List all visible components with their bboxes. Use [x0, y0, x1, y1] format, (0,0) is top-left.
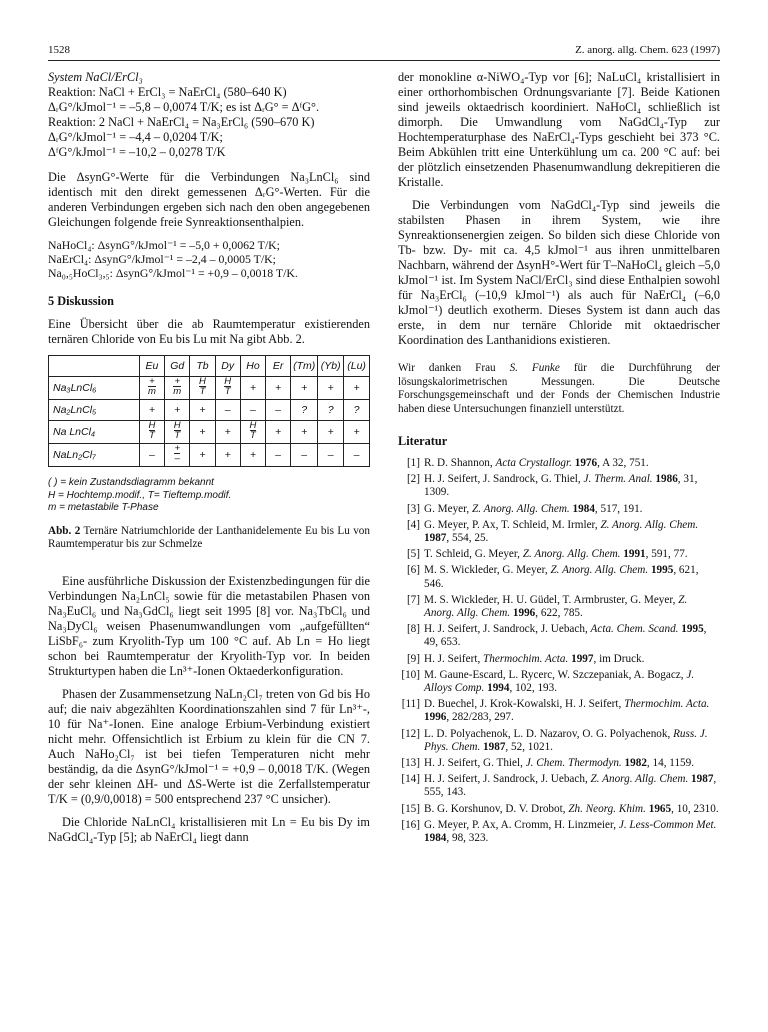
- reference-year: 1984: [424, 832, 447, 845]
- table-cell: $\frac{H}{T}$: [139, 421, 164, 444]
- reference-journal: J. Therm. Anal.: [583, 473, 653, 486]
- reference-journal: Acta. Chem. Scand.: [590, 623, 679, 636]
- table-cell: –: [266, 444, 291, 467]
- reference-journal: J. Chem. Thermodyn.: [525, 757, 622, 770]
- table-cell: –: [344, 444, 370, 467]
- table-header-row: [49, 356, 370, 377]
- reference-details: , im Druck.: [593, 652, 645, 665]
- table-cell: +: [266, 377, 291, 400]
- reference-number: [1]: [406, 457, 420, 469]
- reference-authors: L. D. Polyachenok, L. D. Nazarov, O. G. Polyachenok,: [424, 727, 674, 740]
- reference-number: [3]: [406, 502, 420, 515]
- reference-year: 1987: [424, 532, 447, 545]
- table-cell: +: [291, 377, 318, 400]
- running-header: [48, 42, 720, 61]
- reference-authors: M. S. Wickleder, G. Meyer,: [424, 564, 551, 577]
- reference-authors: R. D. Shannon,: [424, 457, 496, 469]
- table-cell: +: [318, 421, 344, 444]
- reference-details: , A 32, 751.: [597, 457, 649, 469]
- reference-number: [13]: [401, 757, 420, 770]
- table-cell: +: [190, 421, 215, 444]
- table-cell: +: [344, 421, 370, 444]
- reference-item: [398, 698, 720, 724]
- ack-person: S. Funke: [509, 362, 560, 374]
- reference-year: 1976: [571, 457, 598, 469]
- table-column-header: (Yb): [318, 356, 344, 377]
- body-paragraph: der monokline α-NiWO₄-Typ vor [6]; NaLuCl₄ kristallisiert in einer orthorhombischen Ordnungsvariante [7]. Beide Kationen sind jeweils oktaedrisch koordiniert. NaHoCl₄ schließlich ist dimorph. Die Umwandlung vom NaGdCl₄-Typ zur Hochtemperaturphase des NaErCl₄-Typs geschieht bei 373 °C. Beim Abkühlen tritt eine Unterkühlung um ca. 200 °C auf: bei der plötzlich einsetzenden Phasenumwandlung dekrepitieren die Kristalle.: [398, 70, 720, 189]
- table-row: [49, 400, 370, 421]
- reference-year: 1997: [568, 652, 594, 665]
- reference-journal: Z. Anorg. Allg. Chem.: [424, 593, 688, 620]
- reference-item: [398, 623, 720, 649]
- table-cell: +: [266, 421, 291, 444]
- reference-number: [10]: [401, 668, 420, 681]
- acknowledgement: [398, 362, 720, 416]
- caption-text: Ternäre Natriumchloride der Lanthanidelemente Eu bis Lu von Raumtemperatur bis zur Schmelze: [48, 524, 370, 550]
- reaction-line: ΔᵣG°/kJmol⁻¹ = –5,8 – 0,0074 T/K; es ist ΔᵣG° = ΔᶠG°.: [48, 100, 320, 114]
- reference-details: , 31, 1309.: [424, 473, 698, 499]
- syn-enthalpy-line: NaHoCl₄: ΔsynG°/kJmol⁻¹ = –5,0 + 0,0062 T/K;: [48, 238, 280, 252]
- reference-item: [398, 773, 720, 799]
- reaction-line: ΔᶠG°/kJmol⁻¹ = –10,2 – 0,0278 T/K: [48, 145, 226, 159]
- reference-number: [16]: [401, 818, 420, 831]
- table-cell: –: [139, 444, 164, 467]
- reference-year: 1996: [510, 607, 536, 620]
- table-column-header: (Lu): [344, 356, 370, 377]
- table-row: [49, 421, 370, 444]
- reference-details: , 282/283, 297.: [446, 711, 514, 724]
- reference-authors: T. Schleid, G. Meyer,: [424, 548, 523, 561]
- reference-details: , 591, 77.: [645, 548, 688, 561]
- reference-item: [398, 473, 720, 499]
- table-cell: –: [318, 444, 344, 467]
- reference-details: , 49, 653.: [424, 623, 707, 649]
- table-legend: [48, 477, 370, 515]
- reference-number: [12]: [401, 727, 420, 740]
- reference-authors: H. J. Seifert, J. Sandrock, J. Uebach,: [424, 773, 591, 786]
- table-column-header: Tb: [190, 356, 215, 377]
- figure-caption: [48, 525, 370, 552]
- ack-text: Wir danken Frau: [398, 362, 510, 374]
- reference-item: [398, 653, 720, 666]
- syn-enthalpy-list: [48, 238, 370, 280]
- reference-authors: M. S. Wickleder, H. U. Güdel, T. Armbruster, G. Meyer,: [424, 593, 679, 606]
- table-row-label: Na₂LnCl₅: [49, 400, 140, 421]
- table-cell: –: [240, 400, 265, 421]
- reference-details: , 98, 323.: [446, 832, 489, 845]
- reference-item: [398, 519, 720, 545]
- reference-details: , 517, 191.: [594, 502, 643, 515]
- reference-authors: H. J. Seifert, G. Thiel,: [424, 757, 526, 770]
- reference-year: 1994: [484, 682, 510, 695]
- table-cell: $\frac{+}{-}$: [165, 444, 190, 467]
- reference-year: 1987: [480, 740, 506, 753]
- reference-authors: D. Buechel, J. Krok-Kowalski, H. J. Seifert,: [424, 698, 625, 711]
- reference-item: [398, 503, 720, 516]
- reference-journal: Z. Anorg. Allg. Chem.: [550, 564, 649, 577]
- reference-authors: M. Gaune-Escard, L. Rycerc, W. Szczepaniak, A. Bogacz,: [424, 668, 687, 681]
- table-cell: +: [240, 444, 265, 467]
- body-paragraph: Eine Übersicht über die ab Raumtemperatur existierenden ternären Chloride von Eu bis Lu mit Na gibt Abb. 2.: [48, 317, 370, 346]
- table-cell: ?: [291, 400, 318, 421]
- reference-number: [14]: [401, 773, 420, 786]
- syn-enthalpy-line: Na₀,₅HoCl₃,₅: ΔsynG°/kJmol⁻¹ = +0,9 – 0,0018 T/K.: [48, 266, 298, 280]
- table-cell: –: [291, 444, 318, 467]
- journal-reference: Z. anorg. allg. Chem. 623 (1997): [575, 44, 720, 56]
- reference-authors: H. J. Seifert, J. Sandrock, G. Thiel,: [424, 473, 584, 486]
- reference-authors: G. Meyer, P. Ax, T. Schleid, M. Irmler,: [424, 518, 601, 531]
- body-paragraph: Die ΔsynG°-Werte für die Verbindungen Na₃LnCl₆ sind identisch mit den direkt gemessenen ΔᵣG°-Werten. Für die anderen Verbindungen ergeben sich nach den oben angegebenen Gleichungen folgende freie Synreaktionsenthalpien.: [48, 170, 370, 229]
- table-row: [49, 444, 370, 467]
- reference-journal: J. Alloys Comp.: [424, 668, 695, 695]
- reference-journal: Thermochim. Acta.: [483, 652, 569, 665]
- reference-journal: Z. Anorg. Allg. Chem.: [522, 548, 621, 561]
- legend-line: ( ) = kein Zustandsdiagramm bekannt: [48, 477, 214, 488]
- table-corner-cell: [49, 356, 140, 377]
- reference-journal: Russ. J. Phys. Chem.: [424, 727, 708, 753]
- table-cell: +: [215, 421, 240, 444]
- reference-year: 1991: [620, 548, 646, 561]
- reference-journal: Z. Anorg. Allg. Chem.: [600, 518, 699, 531]
- reference-number: [5]: [406, 548, 420, 561]
- table-cell: ?: [318, 400, 344, 421]
- reference-authors: H. J. Seifert, J. Sandrock, J. Uebach,: [424, 623, 591, 636]
- reference-details: , 554, 25.: [446, 532, 489, 545]
- reaction-line: Reaktion: 2 NaCl + NaErCl₄ = Na₃ErCl₆ (590–670 K): [48, 115, 315, 129]
- reference-list: [398, 457, 720, 845]
- legend-line: m = metastabile T-Phase: [48, 502, 159, 513]
- table-cell: ?: [344, 400, 370, 421]
- body-paragraph: Phasen der Zusammensetzung NaLn₂Cl₇ treten von Gd bis Ho auf; die naiv abgezählten Koordinationszahlen sind 7 für Ln³⁺-, 10 für Na⁺-Ionen. Eine analoge Erbium-Verbindung existiert nicht mehr. Offensichtlich ist Erbium zu klein für die CN 7. Auch NaHo₂Cl₇ ist bei tiefen Temperaturen nicht mehr beständig, da die ΔsynG°/kJmol⁻¹ = +0,9 – 0,0018 T/K. (Wegen der sehr kleinen ΔH- und ΔS-Werte ist die Zerfallstemperatur T/K = (0,9/0,0018) = 500 entsprechend 237 °C unsicher).: [48, 686, 370, 806]
- body-paragraph: Eine ausführliche Diskussion der Existenzbedingungen für die Verbindungen Na₂LnCl₅ sowie für die metastabilen Phasen von Na₃EuCl₆ und Na₃GdCl₆ liegt seit 1995 [8] vor. Na₃TbCl₆ und Na₃DyCl₆ weisen Phasenumwandlungen vom „aufgefüllten“ LiSbF₆- zum Kryolith-Typ um 100 °C auf. Ab Ln = Ho liegt schon bei Raumtemperatur der Kryolith-Typ vor. In beiden Strukturtypen haben die Ln³⁺-Ionen Oktaederkonfiguration.: [48, 573, 370, 678]
- caption-label: Abb. 2: [48, 524, 81, 537]
- ack-text: für die Durchführung der lösungskalorimetrischen Messungen. Die Deutsche Forschungsgemeinschaft und der Fonds der Chemischen Industrie haben diese Untersuchungen finanziell unterstützt.: [398, 362, 721, 415]
- reference-item: [398, 728, 720, 754]
- table-column-header: Eu: [139, 356, 164, 377]
- reaction-line: Reaktion: NaCl + ErCl₃ = NaErCl₄ (580–640 K): [48, 85, 287, 99]
- table-column-header: Ho: [240, 356, 265, 377]
- reference-details: , 14, 1159.: [646, 757, 695, 770]
- page-number: 1528: [48, 44, 70, 56]
- table-cell: $\frac{+}{m}$: [165, 377, 190, 400]
- reference-journal: Acta Crystallogr.: [495, 457, 572, 469]
- reference-item: [398, 457, 720, 470]
- reference-authors: H. J. Seifert,: [424, 652, 484, 665]
- reference-year: 1965: [645, 802, 672, 815]
- reference-year: 1995: [648, 564, 674, 577]
- reference-details: , 555, 143.: [424, 773, 717, 799]
- reference-details: , 52, 1021.: [505, 740, 553, 753]
- table-cell: $\frac{H}{T}$: [165, 421, 190, 444]
- reference-details: , 621, 546.: [424, 564, 699, 590]
- table-cell: +: [190, 444, 215, 467]
- reaction-line: ΔᵣG°/kJmol⁻¹ = –4,4 – 0,0204 T/K;: [48, 130, 223, 144]
- reference-year: 1987: [688, 773, 714, 786]
- reference-year: 1995: [678, 623, 704, 636]
- reference-journal: Z. Anorg. Allg. Chem.: [590, 773, 689, 786]
- reference-number: [9]: [406, 652, 420, 665]
- table-row-label: NaLn₂Cl₇: [49, 444, 140, 467]
- table-cell: $\frac{H}{T}$: [240, 421, 265, 444]
- reference-details: , 622, 785.: [535, 607, 583, 620]
- table-cell: +: [291, 421, 318, 444]
- reference-item: [398, 803, 720, 816]
- table-row-label: Na₃LnCl₆: [49, 377, 140, 400]
- reference-year: 1986: [652, 473, 678, 486]
- table-cell: +: [240, 377, 265, 400]
- reference-number: [2]: [406, 473, 420, 486]
- syn-enthalpy-line: NaErCl₄: ΔsynG°/kJmol⁻¹ = –2,4 – 0,0005 T/K;: [48, 252, 276, 266]
- table-row: [49, 377, 370, 400]
- body-paragraph: Die Verbindungen vom NaGdCl₄-Typ sind jeweils die stabilsten Phasen in ihrem System, wie ihre Synreaktionsenergien zeigen. So bilden sich diese Chloride von Tb- bzw. Dy- mit ca. 4,5 kJmol⁻¹ aus ihren unmittelbaren Nachbarn, während der ΔsynH°-Wert für T–NaHoCl₄ gleich –5,0 kJmol⁻¹ ist. Im System NaCl/ErCl₃ sind diese Enthalpien sowohl für Na₃ErCl₆ (–10,9 kJmol⁻¹) als auch für NaErCl₄ (–6,0 kJmol⁻¹) deutlich exotherm. Dieses System ist dann auch das erste, in dem nur ternäre Chloride mit oktaedrischer Koordination des Lanthanidions existieren.: [398, 198, 720, 347]
- system-nacl-ercl3-block: [48, 70, 370, 160]
- table-cell: +: [139, 400, 164, 421]
- reference-number: [15]: [401, 802, 420, 815]
- literature-heading: Literatur: [398, 434, 448, 448]
- reference-item: [398, 669, 720, 695]
- section-heading: 5 Diskussion: [48, 294, 114, 308]
- body-paragraph: Die Chloride NaLnCl₄ kristallisieren mit Ln = Eu bis Dy im NaGdCl₄-Typ [5]; ab NaErCl₄ liegt dann: [48, 814, 370, 844]
- reference-authors: G. Meyer,: [424, 502, 473, 515]
- reference-year: 1996: [424, 711, 447, 724]
- reference-authors: G. Meyer, P. Ax, A. Cromm, H. Linzmeier,: [424, 818, 619, 831]
- table-cell: $\frac{H}{T}$: [190, 377, 215, 400]
- table-row-label: Na LnCl₄: [49, 421, 140, 444]
- legend-line: H = Hochtemp.modif., T= Tieftemp.modif.: [48, 489, 232, 501]
- reference-journal: Zh. Neorg. Khim.: [568, 802, 646, 815]
- table-cell: +: [344, 377, 370, 400]
- reference-item: [398, 757, 720, 770]
- chloride-existence-table: [48, 355, 370, 467]
- reference-item: [398, 594, 720, 620]
- reference-number: [8]: [406, 623, 420, 636]
- table-column-header: Gd: [165, 356, 190, 377]
- table-column-header: Er: [266, 356, 291, 377]
- reference-journal: J. Less-Common Met.: [618, 818, 717, 831]
- table-column-header: Dy: [215, 356, 240, 377]
- reference-number: [11]: [401, 698, 420, 711]
- table-cell: +: [190, 400, 215, 421]
- reference-item: [398, 564, 720, 590]
- table-column-header: (Tm): [291, 356, 318, 377]
- reference-number: [4]: [406, 518, 420, 531]
- table-cell: +: [318, 377, 344, 400]
- reference-details: , 10, 2310.: [671, 802, 719, 815]
- reference-number: [6]: [406, 564, 420, 577]
- reference-year: 1984: [569, 502, 595, 515]
- reference-authors: B. G. Korshunov, D. V. Drobot,: [424, 802, 569, 815]
- table-cell: $\frac{+}{m}$: [139, 377, 164, 400]
- system-title: System NaCl/ErCl₃: [48, 70, 143, 84]
- table-cell: –: [215, 400, 240, 421]
- right-column: [398, 70, 720, 848]
- reference-item: [398, 548, 720, 561]
- table-cell: +: [215, 444, 240, 467]
- reference-details: , 102, 193.: [509, 682, 558, 695]
- table-cell: +: [165, 400, 190, 421]
- reference-year: 1982: [621, 757, 647, 770]
- table-cell: –: [266, 400, 291, 421]
- reference-number: [7]: [406, 593, 420, 606]
- left-column: [48, 70, 370, 853]
- reference-item: [398, 819, 720, 845]
- reference-journal: Z. Anorg. Allg. Chem.: [472, 502, 570, 515]
- reference-journal: Thermochim. Acta.: [624, 698, 710, 711]
- table-cell: $\frac{H}{T}$: [215, 377, 240, 400]
